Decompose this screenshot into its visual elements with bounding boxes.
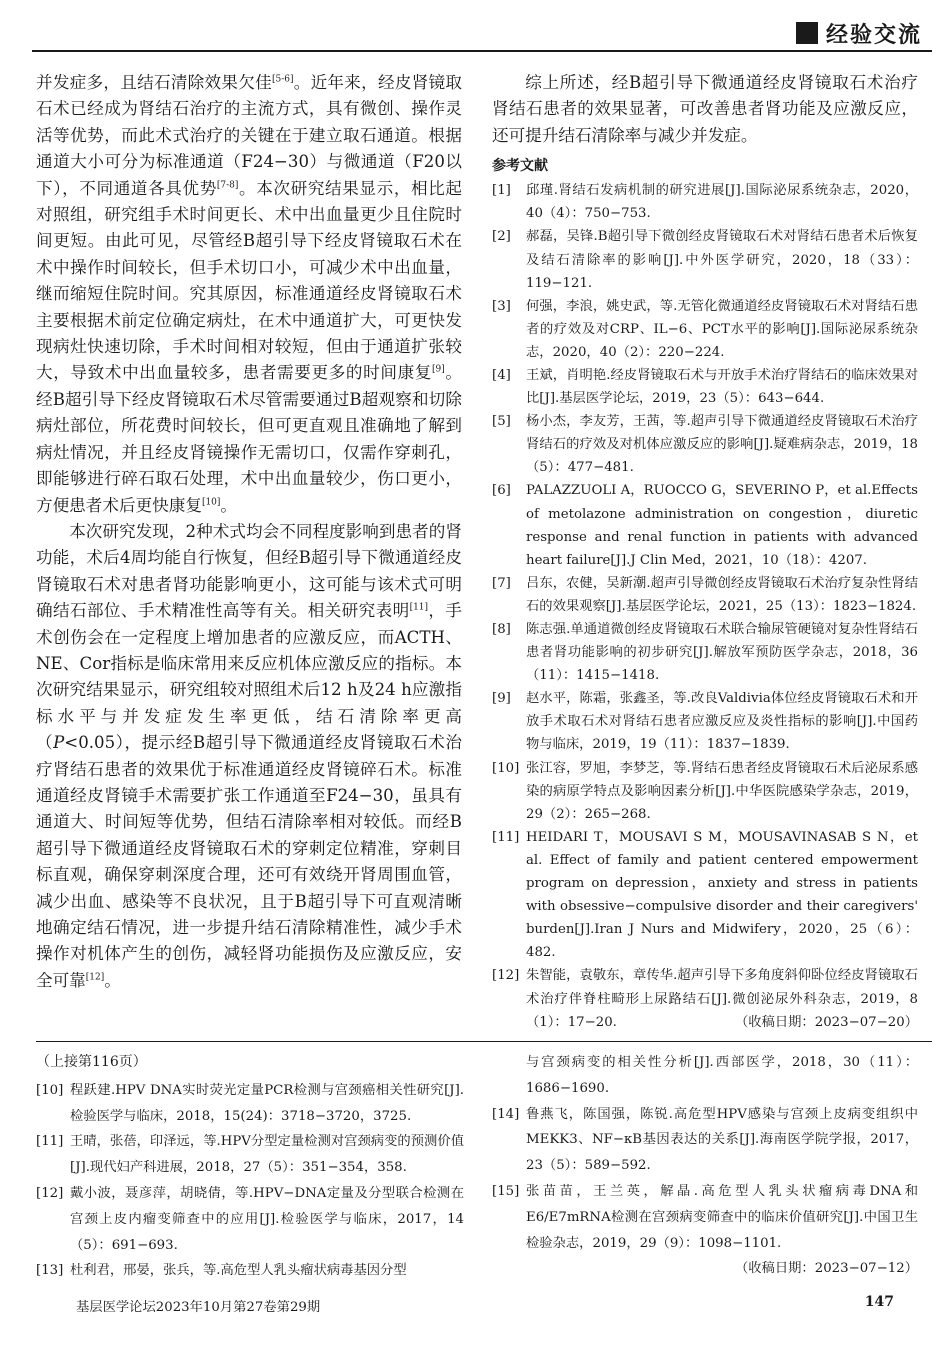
body-paragraph: 并发症多，且结石清除效果欠佳[5-6]。近年来，经皮肾镜取石术已经成为肾结石治疗的主流方式，具有微创、操作灵活等优势，而此术式治疗的关键在于建立取石通道。根据通道大小可分为标准通道（F24−30）与微通道（F20以下），不同通道各具优势[7-8]。本次研究结果显示，相比起对照组，研究组手术时间更长、术中出血量更少且住院时间更短。由此可见，尽管经B超引导下经皮肾镜取石术在术中操作时间较长，但手术切口小，可减少术中出血量，继而缩短住院时间。究其原因，标准通道经皮肾镜取石术主要根据术前定位确定病灶，在术中通道扩大，可更快发现病灶快速切除，手术时间相对较短，但由于通道扩张较大，导致术中出血量较多，患者需要更多的时间康复[9]。经B超引导下经皮肾镜取石术尽管需要通过B超观察和切除病灶部位，所花费时间较长，但可更直观且准确地了解到病灶情况，并且经皮肾镜操作无需切口，仅需作穿刺孔，即能够进行碎石取石处理，术中出血量较少，伤口更小，方便患者术后更快康复[10]。 <box>36 73 463 515</box>
references-heading: 参考文献 <box>492 158 548 175</box>
reference-number: [14] <box>492 1106 520 1122</box>
reference-text: HEIDARI T，MOUSAVI S M，MOUSAVINASAB S N，et al. Effect of family and patient centered empowerment program on depression，anxiety and stress in patients with obsessive−compulsive disorder and their caregivers' burden[J].Iran J Nurs and Midwifery，2020，25（6）：482. <box>526 829 918 961</box>
page-number: 147 <box>864 1294 894 1310</box>
reference-text: 张江容，罗旭，李梦芝，等.肾结石患者经皮肾镜取石术后泌尿系感染的病原学特点及影响因素分析[J].中华医院感染学杂志，2019，29（2）：265−268. <box>526 760 918 822</box>
reference-text: 戴小波，聂彦萍，胡晓倩，等.HPV−DNA定量及分型联合检测在宫颈上皮内瘤变筛查中的应用[J].检验医学与临床，2017，14（5）：691−693. <box>70 1185 464 1253</box>
reference-number <box>492 1050 526 1102</box>
reference-number: [11] <box>492 829 520 845</box>
citation-marker: [11] <box>409 602 429 613</box>
reference-number: [7] <box>492 575 511 591</box>
reference-list <box>36 1078 464 1284</box>
reference-item <box>492 225 918 294</box>
received-date: （收稿日期：2023−07−12） <box>734 1261 918 1277</box>
header-rule <box>32 50 932 52</box>
reference-text: 邱瑾.肾结石发病机制的研究进展[J].国际泌尿系统杂志，2020，40（4）：750−753. <box>526 183 918 222</box>
reference-text: 程跃建.HPV DNA实时荧光定量PCR检测与宫颈癌相关性研究[J].检验医学与临床，2018，15(24)：3718−3720，3725. <box>70 1082 464 1124</box>
conclusion-paragraph: 综上所述，经B超引导下微通道经皮肾镜取石术治疗肾结石患者的效果显著，可改善患者肾功能及应激反应，还可提升结石清除率与减少并发症。 <box>492 73 918 145</box>
reference-item <box>492 479 918 571</box>
reference-number: [11] <box>36 1134 64 1150</box>
reference-number: [12] <box>492 968 520 984</box>
italic-symbol: P <box>53 733 65 753</box>
page-footer <box>0 1290 950 1320</box>
reference-text: 郝磊，吴锋.B超引导下微创经皮肾镜取石术对肾结石患者术后恢复及结石清除率的影响[J].中外医学研究，2020，18（33）：119−121. <box>526 229 918 291</box>
section-divider <box>36 1041 932 1042</box>
reference-item <box>492 1050 918 1102</box>
body-paragraph: 本次研究发现，2种术式均会不同程度影响到患者的肾功能，术后4周均能自行恢复，但经B超引导下微通道经皮肾镜取石术对患者肾功能影响更小，这可能与该术式可明确结石部位、手术精准性高等有关。相关研究表明[11]，手术创伤会在一定程度上增加患者的应激反应，而ACTH、NE、Cor指标是临床常用来反应机体应激反应的指标。本次研究结果显示，研究组较对照组术后12 h及24 h应激指标水平与并发症发生率更低，结石清除率更高（P<0.05），提示经B超引导下微通道经皮肾镜取石术治疗肾结石患者的效果优于标准通道经皮肾镜碎石术。标准通道经皮肾镜手术需要扩张工作通道至F24−30，虽具有通道大、时间短等优势，但结石清除率相对较低。而经B超引导下微通道经皮肾镜取石术的穿刺定位精准，穿刺目标直观，确保穿刺深度合理，还可有效绕开肾周围血管，减少出血、感染等不良状况，且于B超引导下可直观清晰地确定结石情况，进一步提升结石清除精准性，减少手术操作对机体产生的创伤，减轻肾功能损伤及应激反应，安全可靠[12]。 <box>36 521 463 990</box>
reference-text: 赵水平，陈霜，张鑫圣，等.改良Valdivia体位经皮肾镜取石术和开放手术取石术对肾结石患者应激反应及炎性指标的影响[J].中国药物与临床，2019，19（11）：1837−1839. <box>526 691 918 753</box>
reference-text: PALAZZUOLI A，RUOCCO G，SEVERINO P，et al.Effects of metolazone administration on congestion，diuretic response and renal function in patients with advanced heart failure[J].J Clin Med，2021，10（18）：4207. <box>526 483 918 568</box>
reference-text: 王斌，肖明艳.经皮肾镜取石术与开放手术治疗肾结石的临床效果对比[J].基层医学论坛，2019，23（5）：643−644. <box>526 367 918 407</box>
reference-item <box>492 1102 918 1179</box>
reference-text: 吕东，农健，吴新潮.超声引导微创经皮肾镜取石术治疗复杂性肾结石的效果观察[J].基层医学论坛，2021，25（13）：1823−1824. <box>526 575 918 614</box>
citation-marker: [7-8] <box>216 180 239 191</box>
reference-number: [6] <box>492 483 511 499</box>
reference-number: [1] <box>492 183 511 199</box>
received-date: （收稿日期：2023−07−20） <box>734 1014 918 1030</box>
conclusion <box>492 70 918 149</box>
reference-list <box>492 179 918 1033</box>
citation-marker: [5-6] <box>271 74 294 85</box>
reference-text: 朱智能，袁敬东，章传华.超声引导下多角度斜仰卧位经皮肾镜取石术治疗伴脊柱畸形上尿路结石[J].微创泌尿外科杂志，2019，8（1）：17−20. （收稿日期：2023−07−20） <box>526 964 918 1033</box>
reference-list <box>492 1102 918 1257</box>
page-header <box>0 0 950 60</box>
reference-number: [9] <box>492 691 511 707</box>
reference-number: [10] <box>492 760 520 776</box>
reference-item <box>36 1181 464 1258</box>
citation-marker: [12] <box>85 972 105 983</box>
citation-marker: [9] <box>432 364 445 375</box>
reference-item <box>492 1179 918 1256</box>
reference-number: [13] <box>36 1263 64 1279</box>
reference-item <box>492 618 918 687</box>
reference-item <box>492 295 918 364</box>
reference-item <box>492 572 918 618</box>
reference-item <box>492 179 918 225</box>
reference-number: [10] <box>36 1082 64 1098</box>
right-column <box>492 70 918 1034</box>
reference-number: [12] <box>36 1185 64 1201</box>
reference-text: 杨小杰，李友芳，王茜，等.超声引导下微通道经皮肾镜取石术治疗肾结石的疗效及对机体应激反应的影响[J].疑难病杂志，2019，18（5）：477−481. <box>526 414 918 476</box>
reference-text: 张苗苗，王兰英，解晶.高危型人乳头状瘤病毒DNA和E6/E7mRNA检测在宫颈病变筛查中的临床价值研究[J].中国卫生检验杂志，2019，29（9）：1098−1101. <box>526 1183 918 1251</box>
reference-number: [5] <box>492 414 511 430</box>
continued-references-left <box>36 1050 464 1284</box>
reference-text: 何强，李浪，姚史武，等.无管化微通道经皮肾镜取石术对肾结石患者的疗效及对CRP、IL−6、PCT水平的影响[J].国际泌尿系统杂志，2020，40（2）：220−224. <box>526 298 918 360</box>
reference-item <box>492 826 918 965</box>
reference-item <box>36 1078 464 1130</box>
journal-info: 基层医学论坛2023年10月第27卷第29期 <box>76 1300 321 1315</box>
reference-text: 陈志强.单通道微创经皮肾镜取石术联合输尿管硬镜对复杂性肾结石患者肾功能影响的初步研究[J].解放军预防医学杂志，2018，36（11）：1415−1418. <box>526 622 918 684</box>
reference-item <box>492 687 918 756</box>
reference-number: [8] <box>492 622 511 637</box>
reference-item <box>492 964 918 1033</box>
citation-marker: [10] <box>201 496 221 507</box>
reference-item <box>36 1129 464 1181</box>
continued-label: （上接第116页） <box>36 1054 147 1070</box>
reference-text: 鲁燕飞，陈国强，陈锐.高危型HPV感染与宫颈上皮病变组织中MEKK3、NF−κB基因表达的关系[J].海南医学院学报，2017，23（5）：589−592. <box>526 1106 918 1174</box>
reference-text: 王晴，张蓓，印泽远，等.HPV分型定量检测对宫颈病变的预测价值[J].现代妇产科进展，2018，27（5）：351−354，358. <box>70 1134 464 1176</box>
reference-number: [3] <box>492 298 511 314</box>
section-badge <box>786 16 932 50</box>
reference-text: 杜利君，邢晏，张兵，等.高危型人乳头瘤状病毒基因分型 <box>70 1263 407 1279</box>
left-column <box>36 70 462 994</box>
reference-item <box>492 757 918 826</box>
reference-item <box>492 410 918 479</box>
reference-number: [4] <box>492 367 511 383</box>
square-icon <box>796 22 818 44</box>
reference-number: [15] <box>492 1183 520 1199</box>
reference-item <box>492 364 918 410</box>
reference-list <box>492 1050 918 1102</box>
section-title: 经验交流 <box>825 22 922 48</box>
continued-references-right <box>492 1050 918 1282</box>
reference-number: [2] <box>492 229 511 245</box>
reference-text: 与宫颈病变的相关性分析[J].西部医学，2018，30（11）：1686−1690. <box>526 1055 918 1096</box>
reference-item <box>36 1258 464 1284</box>
